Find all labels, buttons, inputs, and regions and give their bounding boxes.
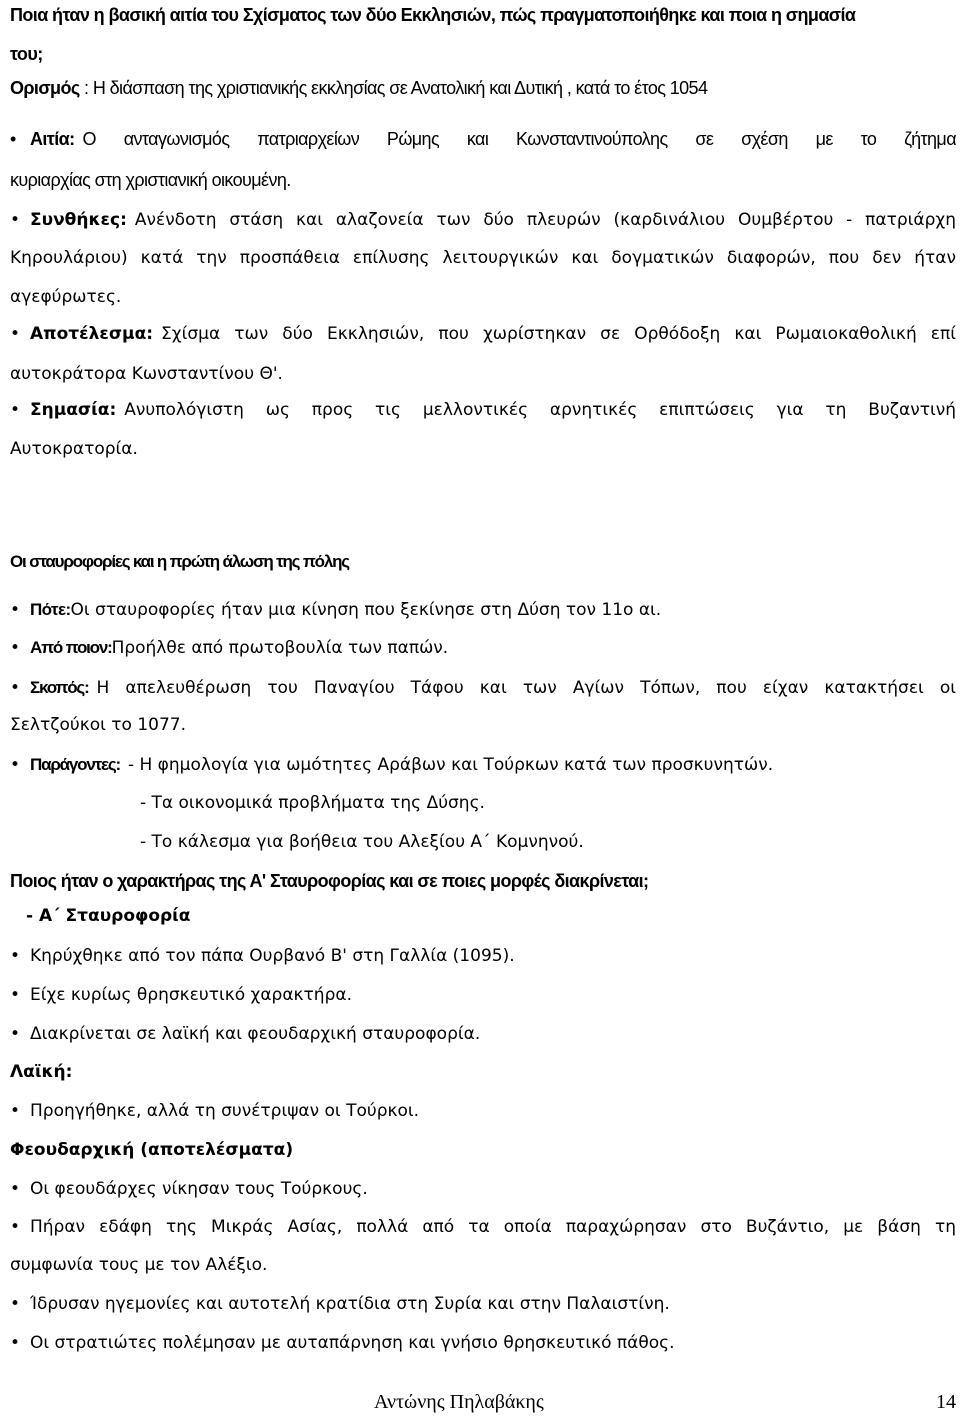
schism-bullet-conditions xyxy=(10,212,956,229)
bullet-text: Οι σταυροφορίες ήταν μια κίνηση που ξεκίνησε στη Δύση τον 11ο αι. xyxy=(70,600,662,620)
feudal-crusade-heading: Φεουδαρχική (αποτελέσματα) xyxy=(10,1140,294,1160)
schism-bullet-significance-continuation: Αυτοκρατορία. xyxy=(10,439,138,459)
bullet-glyph: • xyxy=(10,678,21,698)
bullet-text: - Η φημολογία για ωμότητες Αράβων και Τούρκων κατά των προσκυνητών. xyxy=(127,755,774,775)
footer-page-number: 14 xyxy=(936,1391,956,1413)
bullet-label: Αιτία: xyxy=(30,129,75,149)
schism-question-line-2: του; xyxy=(10,44,43,64)
bullet-glyph: • xyxy=(10,1217,21,1237)
bullet-text: Προήλθε από πρωτοβουλία των παπών. xyxy=(111,638,449,658)
bullet-label: Σημασία: xyxy=(30,400,117,420)
bullet-label: Παράγοντες: xyxy=(30,755,120,774)
bullet-glyph: • xyxy=(10,1333,21,1353)
crusades-bullet-when xyxy=(10,601,661,619)
first-crusade-bullet: • Διακρίνεται σε λαϊκή και φεουδαρχική σταυροφορία. xyxy=(10,1024,481,1044)
bullet-text: Σχίσμα των δύο Εκκλησιών, που χωρίστηκαν σε Ορθόδοξη και Ρωμαιοκαθολική επί xyxy=(161,324,956,344)
bullet-glyph: • xyxy=(10,1024,21,1044)
bullet-glyph: • xyxy=(10,1101,21,1121)
schism-bullet-conditions-continuation-1: Κηρουλάριου) κατά την προσπάθεια επίλυσης λειτουργικών και δογματικών διαφορών, που δεν ήταν xyxy=(10,248,956,268)
bullet-glyph: • xyxy=(10,638,21,658)
bullet-glyph: • xyxy=(10,985,21,1005)
schism-bullet-cause xyxy=(10,130,956,148)
schism-bullet-result xyxy=(10,326,956,343)
feudal-crusade-bullet: • Πήραν εδάφη της Μικράς Ασίας, πολλά από τα οποία παραχώρησαν στο Βυζάντιο, με βάση τη xyxy=(10,1217,956,1237)
bullet-label: Σκοπός: xyxy=(30,678,89,697)
bullet-glyph: • xyxy=(10,1294,21,1314)
crusades-bullet-purpose xyxy=(10,679,956,697)
bullet-glyph: • xyxy=(10,210,21,230)
schism-bullet-conditions-continuation-2: αγεφύρωτες. xyxy=(10,287,122,307)
feudal-crusade-bullet: • Οι στρατιώτες πολέμησαν με αυταπάρνηση και γνήσιο θρησκευτικό πάθος. xyxy=(10,1333,675,1353)
bullet-text: Ο ανταγωνισμός πατριαρχείων Ρώμης και Κωνσταντινούπολης σε σχέση με το ζήτημα xyxy=(82,129,956,149)
popular-crusade-heading: Λαϊκή: xyxy=(10,1062,73,1082)
bullet-glyph: • xyxy=(10,946,21,966)
bullet-glyph: • xyxy=(10,755,21,775)
first-crusade-bullet: • Κηρύχθηκε από τον πάπα Ουρβανό Β' στη Γαλλία (1095). xyxy=(10,946,515,966)
bullet-glyph: • xyxy=(10,1179,21,1199)
crusades-heading: Οι σταυροφορίες και η πρώτη άλωση της πόλης xyxy=(10,552,349,571)
bullet-glyph: • xyxy=(10,324,21,344)
feudal-crusade-bullet-continuation: συμφωνία τους με τον Αλέξιο. xyxy=(10,1255,268,1275)
definition-text: : Η διάσπαση της χριστιανικής εκκλησίας σε Ανατολική και Δυτική , κατά το έτος 1054 xyxy=(84,78,708,98)
schism-bullet-result-continuation: αυτοκράτορα Κωνσταντίνου Θ'. xyxy=(10,364,283,384)
bullet-label: Αποτέλεσμα: xyxy=(30,324,154,344)
feudal-crusade-bullet: • Οι φεουδάρχες νίκησαν τους Τούρκους. xyxy=(10,1179,368,1199)
crusades-bullet-purpose-continuation: Σελτζούκοι το 1077. xyxy=(10,715,186,735)
bullet-label: Από ποιον: xyxy=(30,638,112,657)
footer-author: Αντώνης Πηλαβάκης xyxy=(374,1391,544,1413)
bullet-label: Συνθήκες: xyxy=(30,210,127,230)
schism-bullet-significance xyxy=(10,402,956,419)
definition-line xyxy=(10,79,707,97)
first-crusade-bullet: • Είχε κυρίως θρησκευτικό χαρακτήρα. xyxy=(10,985,352,1005)
crusades-bullet-by-whom xyxy=(10,639,448,657)
bullet-label: Πότε: xyxy=(30,600,71,619)
crusades-factor-2: - Τα οικονομικά προβλήματα της Δύσης. xyxy=(140,793,485,813)
schism-bullet-cause-continuation: κυριαρχίας στη χριστιανική οικουμένη. xyxy=(10,170,291,190)
bullet-glyph: • xyxy=(10,129,16,149)
popular-crusade-bullet: • Προηγήθηκε, αλλά τη συνέτριψαν οι Τούρκοι. xyxy=(10,1101,420,1121)
feudal-crusade-bullet: • Ίδρυσαν ηγεμονίες και αυτοτελή κρατίδια στη Συρία και στην Παλαιστίνη. xyxy=(10,1294,670,1314)
bullet-text: Ανένδοτη στάση και αλαζονεία των δύο πλευρών (καρδινάλιου Ουμβέρτου - πατριάρχη xyxy=(134,210,956,230)
first-crusade-subheading: - Α΄ Σταυροφορία xyxy=(26,906,191,926)
definition-label: Ορισμός xyxy=(10,78,80,98)
bullet-text: Ανυπολόγιστη ως προς τις μελλοντικές αρνητικές επιπτώσεις για τη Βυζαντινή xyxy=(124,400,956,420)
crusades-bullet-factors xyxy=(10,756,773,774)
bullet-glyph: • xyxy=(10,600,21,620)
crusades-factor-3: - Το κάλεσμα για βοήθεια του Αλεξίου Α΄ Κομνηνού. xyxy=(140,832,584,852)
bullet-text: Η απελευθέρωση του Παναγίου Τάφου και των Αγίων Τόπων, που είχαν κατακτήσει οι xyxy=(96,678,956,698)
first-crusade-question: Ποιος ήταν ο χαρακτήρας της Α' Σταυροφορίας και σε ποιες μορφές διακρίνεται; xyxy=(10,871,649,891)
bullet-glyph: • xyxy=(10,400,21,420)
schism-question-line-1: Ποια ήταν η βασική αιτία του Σχίσματος των δύο Εκκλησιών, πώς πραγματοποιήθηκε και ποια η σημασία xyxy=(10,5,856,25)
